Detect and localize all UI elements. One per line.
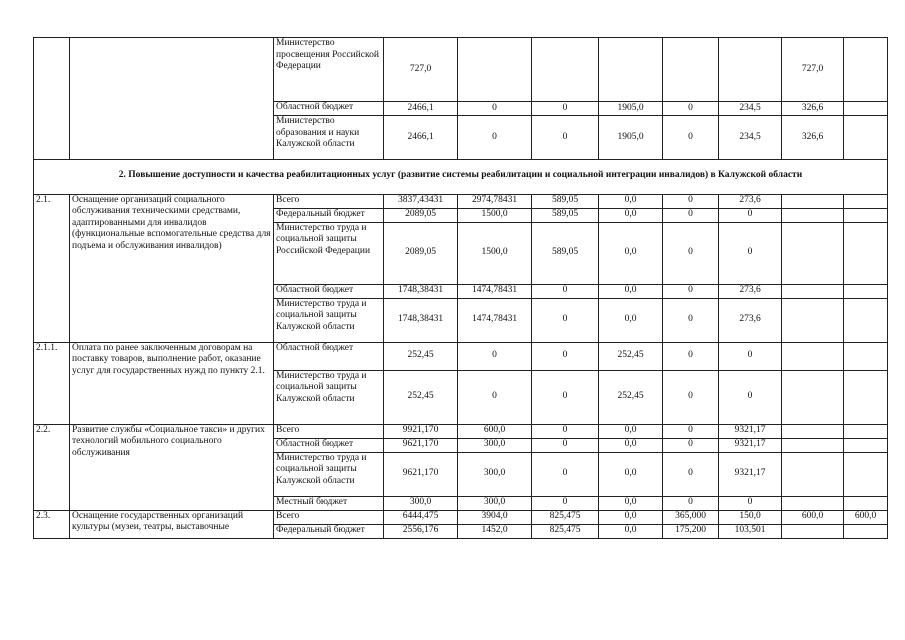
funding-source: Министерство труда и социальной защиты Российской Федерации <box>274 222 384 284</box>
value-cell: 0 <box>663 370 719 424</box>
value-cell <box>458 38 532 102</box>
value-cell: 1452,0 <box>458 524 532 538</box>
value-cell: 0 <box>532 370 599 424</box>
value-cell: 9321,17 <box>719 452 782 496</box>
value-cell: 0,0 <box>599 208 663 222</box>
value-cell: 0 <box>532 438 599 452</box>
value-cell: 0 <box>663 342 719 370</box>
value-cell: 0 <box>532 342 599 370</box>
funding-source: Всего <box>274 194 384 208</box>
table-row <box>34 38 888 102</box>
value-cell: 273,6 <box>719 194 782 208</box>
funding-source: Федеральный бюджет <box>274 208 384 222</box>
value-cell: 0 <box>719 208 782 222</box>
value-cell: 175,200 <box>663 524 719 538</box>
value-cell: 1748,38431 <box>384 284 458 298</box>
value-cell: 2974,78431 <box>458 194 532 208</box>
value-cell: 589,05 <box>532 194 599 208</box>
value-cell: 0 <box>532 452 599 496</box>
value-cell: 0,0 <box>599 524 663 538</box>
item-name: Оснащение государственных организаций культуры (музеи, театры, выставочные <box>70 510 274 538</box>
funding-source: Областной бюджет <box>274 342 384 370</box>
value-cell: 0 <box>663 496 719 510</box>
value-cell <box>844 116 888 160</box>
value-cell: 0 <box>719 222 782 284</box>
value-cell <box>844 452 888 496</box>
item-name: Оплата по ранее заключенным договорам на поставку товаров, выполнение работ, оказание услуг для государственных нужд по пункту 2.1. <box>70 342 274 424</box>
value-cell: 0 <box>663 194 719 208</box>
table-row <box>34 424 888 438</box>
table-row <box>34 194 888 208</box>
value-cell <box>844 102 888 116</box>
value-cell: 0 <box>663 298 719 342</box>
value-cell: 600,0 <box>844 510 888 524</box>
value-cell: 9621,170 <box>384 452 458 496</box>
value-cell: 365,000 <box>663 510 719 524</box>
value-cell <box>782 222 844 284</box>
value-cell <box>844 194 888 208</box>
value-cell <box>782 452 844 496</box>
funding-source: Министерство образования и науки Калужской области <box>274 116 384 160</box>
funding-source: Областной бюджет <box>274 102 384 116</box>
value-cell: 0,0 <box>599 284 663 298</box>
funding-source: Министерство просвещения Российской Федерации <box>274 38 384 102</box>
value-cell: 273,6 <box>719 298 782 342</box>
funding-source: Местный бюджет <box>274 496 384 510</box>
value-cell: 3837,43431 <box>384 194 458 208</box>
value-cell <box>844 438 888 452</box>
funding-source: Всего <box>274 510 384 524</box>
value-cell: 600,0 <box>458 424 532 438</box>
value-cell: 6444,475 <box>384 510 458 524</box>
item-name: Развитие службы «Социальное такси» и других технологий мобильного социального обслуживания <box>70 424 274 510</box>
value-cell: 0 <box>663 284 719 298</box>
value-cell: 0,0 <box>599 194 663 208</box>
value-cell <box>844 496 888 510</box>
value-cell: 1474,78431 <box>458 298 532 342</box>
budget-table <box>33 37 888 539</box>
value-cell: 727,0 <box>384 38 458 102</box>
value-cell: 589,05 <box>532 222 599 284</box>
value-cell: 300,0 <box>458 438 532 452</box>
value-cell: 589,05 <box>532 208 599 222</box>
value-cell: 150,0 <box>719 510 782 524</box>
value-cell: 0,0 <box>599 496 663 510</box>
value-cell: 0,0 <box>599 438 663 452</box>
value-cell: 0 <box>663 116 719 160</box>
value-cell: 3904,0 <box>458 510 532 524</box>
table-body <box>34 38 888 539</box>
value-cell <box>844 38 888 102</box>
value-cell: 825,475 <box>532 510 599 524</box>
value-cell: 0 <box>663 102 719 116</box>
value-cell: 0 <box>458 116 532 160</box>
value-cell <box>844 342 888 370</box>
value-cell: 0 <box>663 424 719 438</box>
value-cell: 2089,05 <box>384 208 458 222</box>
value-cell <box>782 370 844 424</box>
value-cell: 0 <box>458 102 532 116</box>
value-cell: 326,6 <box>782 116 844 160</box>
value-cell: 103,501 <box>719 524 782 538</box>
funding-source: Министерство труда и социальной защиты Калужской области <box>274 370 384 424</box>
value-cell <box>782 298 844 342</box>
value-cell: 1748,38431 <box>384 298 458 342</box>
item-number <box>34 38 70 160</box>
value-cell: 0,0 <box>599 452 663 496</box>
value-cell: 0,0 <box>599 222 663 284</box>
value-cell: 9621,170 <box>384 438 458 452</box>
item-name <box>70 38 274 160</box>
funding-source: Министерство труда и социальной защиты Калужской области <box>274 452 384 496</box>
value-cell: 1905,0 <box>599 116 663 160</box>
value-cell: 0 <box>663 208 719 222</box>
value-cell <box>844 222 888 284</box>
funding-source: Министерство труда и социальной защиты Калужской области <box>274 298 384 342</box>
value-cell: 1474,78431 <box>458 284 532 298</box>
value-cell: 0 <box>719 496 782 510</box>
value-cell: 252,45 <box>384 370 458 424</box>
value-cell <box>663 38 719 102</box>
value-cell: 727,0 <box>782 38 844 102</box>
value-cell: 0 <box>532 284 599 298</box>
value-cell: 326,6 <box>782 102 844 116</box>
funding-source: Областной бюджет <box>274 438 384 452</box>
item-number: 2.1.1. <box>34 342 70 424</box>
value-cell: 2556,176 <box>384 524 458 538</box>
value-cell <box>844 298 888 342</box>
value-cell <box>782 194 844 208</box>
value-cell <box>844 284 888 298</box>
value-cell <box>844 424 888 438</box>
value-cell: 1500,0 <box>458 208 532 222</box>
value-cell: 0,0 <box>599 298 663 342</box>
table-row <box>34 342 888 370</box>
value-cell <box>782 284 844 298</box>
value-cell: 600,0 <box>782 510 844 524</box>
value-cell: 2466,1 <box>384 102 458 116</box>
value-cell: 0 <box>532 102 599 116</box>
value-cell: 0 <box>458 370 532 424</box>
funding-source: Федеральный бюджет <box>274 524 384 538</box>
value-cell: 252,45 <box>384 342 458 370</box>
value-cell: 1500,0 <box>458 222 532 284</box>
value-cell: 0 <box>532 424 599 438</box>
value-cell: 0 <box>532 496 599 510</box>
value-cell: 0 <box>532 116 599 160</box>
value-cell <box>844 524 888 538</box>
value-cell: 0,0 <box>599 424 663 438</box>
value-cell: 0,0 <box>599 510 663 524</box>
item-number: 2.1. <box>34 194 70 342</box>
value-cell: 9921,170 <box>384 424 458 438</box>
value-cell: 234,5 <box>719 102 782 116</box>
value-cell: 300,0 <box>458 452 532 496</box>
value-cell: 252,45 <box>599 342 663 370</box>
value-cell: 0 <box>458 342 532 370</box>
item-number: 2.3. <box>34 510 70 538</box>
value-cell <box>782 438 844 452</box>
value-cell <box>599 38 663 102</box>
value-cell: 2466,1 <box>384 116 458 160</box>
item-number: 2.2. <box>34 424 70 510</box>
value-cell: 252,45 <box>599 370 663 424</box>
value-cell: 0 <box>663 452 719 496</box>
value-cell <box>532 38 599 102</box>
value-cell: 0 <box>663 438 719 452</box>
value-cell <box>844 208 888 222</box>
value-cell: 234,5 <box>719 116 782 160</box>
value-cell <box>782 208 844 222</box>
value-cell: 0 <box>719 370 782 424</box>
section-title: 2. Повышение доступности и качества реабилитационных услуг (развитие системы реабилитации и социальной интеграции инвалидов) в Калужской области <box>34 160 888 195</box>
table-row <box>34 510 888 524</box>
value-cell: 0 <box>719 342 782 370</box>
item-name: Оснащение организаций социального обслуживания техническими средствами, адаптированными для инвалидов (функциональные вспомогательные средства для подъема и обслуживания инвалидов) <box>70 194 274 342</box>
funding-source: Областной бюджет <box>274 284 384 298</box>
value-cell: 0 <box>532 298 599 342</box>
section-header-row <box>34 160 888 195</box>
value-cell <box>844 370 888 424</box>
value-cell <box>782 424 844 438</box>
value-cell: 0 <box>663 222 719 284</box>
value-cell <box>719 38 782 102</box>
value-cell <box>782 342 844 370</box>
funding-source: Всего <box>274 424 384 438</box>
value-cell: 2089,05 <box>384 222 458 284</box>
value-cell: 825,475 <box>532 524 599 538</box>
value-cell: 300,0 <box>458 496 532 510</box>
value-cell: 300,0 <box>384 496 458 510</box>
value-cell <box>782 524 844 538</box>
value-cell: 1905,0 <box>599 102 663 116</box>
value-cell: 9321,17 <box>719 424 782 438</box>
value-cell <box>782 496 844 510</box>
value-cell: 9321,17 <box>719 438 782 452</box>
value-cell: 273,6 <box>719 284 782 298</box>
